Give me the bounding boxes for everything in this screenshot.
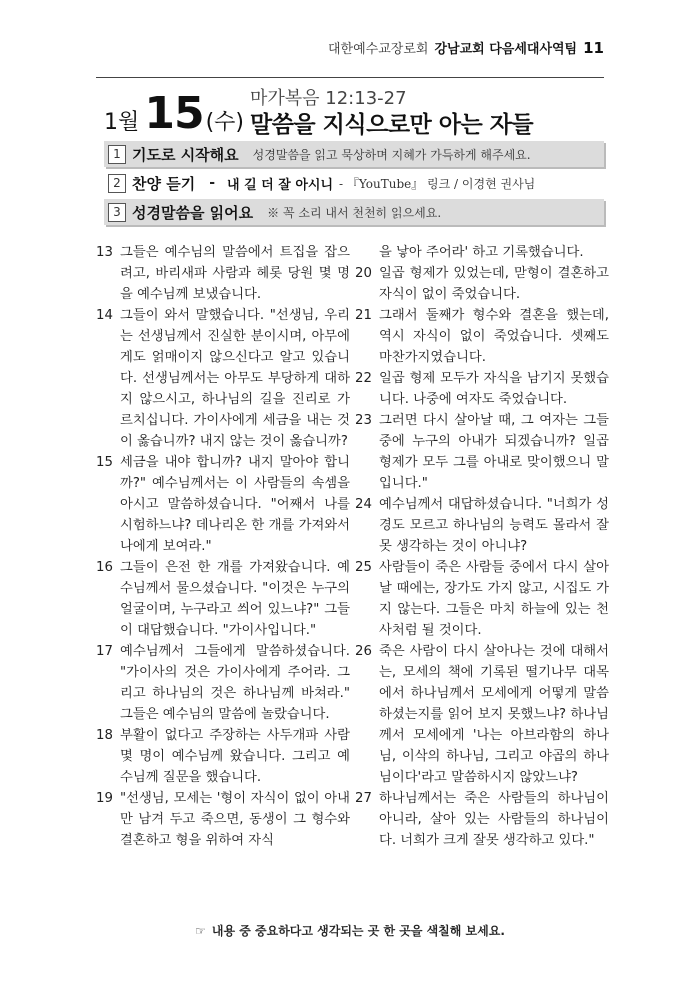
verse-19 <box>96 788 350 851</box>
verse-number: 20 <box>355 266 372 281</box>
verse-number: 17 <box>96 644 113 659</box>
verse-text: 예수님께서 대답하셨습니다. "너희가 성경도 모르고 하나님의 능력도 몰라서 잘못 생각하는 것이 아니냐? <box>379 497 609 554</box>
verse-number: 22 <box>355 371 372 386</box>
verse-number: 25 <box>355 560 372 575</box>
footer-text: 내용 중 중요하다고 생각되는 곳 한 곳을 색칠해 보세요. <box>211 924 505 938</box>
step-number: 2 <box>108 174 126 193</box>
verse-number: 24 <box>355 497 372 512</box>
verse-text: "선생님, 모세는 '형이 자식이 없이 아내만 남겨 두고 죽으면, 동생이 그 형수와 결혼하고 형을 위하여 자식 <box>120 791 350 848</box>
step-dash: - <box>209 175 215 191</box>
passage-reference: 마가복음 12:13-27 <box>250 88 407 109</box>
step-title: 기도로 시작해요 <box>132 145 239 164</box>
verse-text: 그들이 와서 말했습니다. "선생님, 우리는 선생님께서 진실한 분이시며, 아무에게도 얽매이지 않으신다고 알고 있습니다. 선생님께서는 아무도 부당하게 대하지 않으시고, 하나님의 길을 진리로 가르치십니다. 가이사에게 세금을 내는 것이 옳습니까? 내지 않는 것이 옳습니까? <box>120 308 350 449</box>
verse-text: 그들은 예수님의 말씀에서 트집을 잡으려고, 바리새파 사람과 헤롯 당원 몇 명을 예수님께 보냈습니다. <box>120 245 350 302</box>
verse-24 <box>355 494 609 557</box>
left-column <box>96 242 350 851</box>
step-number: 3 <box>108 203 126 222</box>
header-rule <box>96 77 604 78</box>
verse-text: 사람들이 죽은 사람들 중에서 다시 살아날 때에는, 장가도 가지 않고, 시집도 가지 않는다. 그들은 마치 하늘에 있는 천사처럼 될 것이다. <box>379 560 609 638</box>
step-note: 성경말씀을 읽고 묵상하며 지혜가 가득하게 해주세요. <box>252 147 531 162</box>
verse-number: 23 <box>355 413 372 428</box>
step-title: 성경말씀을 읽어요 <box>132 203 254 222</box>
verse-15 <box>96 452 350 557</box>
page-number: 11 <box>583 39 604 57</box>
step-note: ※ 꼭 소리 내서 천천히 읽으세요. <box>267 205 442 220</box>
verse-text: 부활이 없다고 주장하는 사두개파 사람 몇 명이 예수님께 왔습니다. 그리고 예수님께 질문을 했습니다. <box>120 728 350 785</box>
date-month: 1월 <box>104 110 140 135</box>
step-title: 찬양 듣기 <box>132 174 196 193</box>
verse-text: 그러면 다시 살아날 때, 그 여자는 그들 중에 누구의 아내가 되겠습니까? 일곱 형제가 모두 그를 아내로 맞이했으니 말입니다." <box>379 413 609 491</box>
footer-instruction <box>0 922 700 939</box>
verse-number: 18 <box>96 728 113 743</box>
verse-number: 14 <box>96 308 113 323</box>
verse-21 <box>355 305 609 368</box>
verse-22 <box>355 368 609 410</box>
verse-16 <box>96 557 350 641</box>
right-column <box>355 242 609 851</box>
church-name: 강남교회 다음세대사역팀 <box>434 42 578 57</box>
step-number: 1 <box>108 145 126 164</box>
song-title: 내 길 더 잘 아시니 <box>227 177 334 193</box>
denomination: 대한예수교장로회 <box>327 42 429 57</box>
step-pray <box>104 141 604 167</box>
page-header <box>0 38 604 57</box>
verse-text: 죽은 사람이 다시 살아나는 것에 대해서는, 모세의 책에 기록된 떨기나무 대목에서 하나님께서 모세에게 어떻게 말씀하셨는지를 읽어 보지 못했느냐? 하나님께서 모세에게 '나는 아브라함의 하나님, 이삭의 하나님, 그리고 야곱의 하나님이다'라고 말씀하시지 않았느냐? <box>379 644 609 785</box>
step-listen <box>104 170 535 196</box>
verse-number: 19 <box>96 791 113 806</box>
verse-text: 예수님께서 그들에게 말씀하셨습니다. "가이사의 것은 가이사에게 주어라. 그리고 하나님의 것은 하나님께 바쳐라." 그들은 예수님의 말씀에 놀랐습니다. <box>120 644 350 722</box>
verse-text: 일곱 형제가 있었는데, 맏형이 결혼하고 자식이 없이 죽었습니다. <box>379 266 609 302</box>
date-block <box>104 88 244 139</box>
verse-19-continued: 을 낳아 주어라' 하고 기록했습니다. <box>379 245 584 260</box>
verse-23 <box>355 410 609 494</box>
pointing-hand-icon: ☞ <box>195 924 206 938</box>
verse-text: 그래서 둘째가 형수와 결혼을 했는데, 역시 자식이 없이 죽었습니다. 셋째도 마찬가지였습니다. <box>379 308 609 365</box>
verse-number: 27 <box>355 791 372 806</box>
verse-text: 세금을 내야 합니까? 내지 말아야 합니까?" 예수님께서는 이 사람들의 속셈을 아시고 말씀하셨습니다. "어째서 나를 시험하느냐? 데나리온 한 개를 가져와서 나에게 보여라." <box>120 455 350 554</box>
youtube-link[interactable]: - 『YouTube』 링크 / 이경현 권사님 <box>339 176 536 191</box>
verse-14 <box>96 305 350 452</box>
verse-26 <box>355 641 609 788</box>
verse-18 <box>96 725 350 788</box>
verse-17 <box>96 641 350 725</box>
verse-number: 15 <box>96 455 113 470</box>
step-read <box>104 199 604 225</box>
date-day: 15 <box>144 88 204 139</box>
verse-27 <box>355 788 609 851</box>
verse-25 <box>355 557 609 641</box>
verse-number: 16 <box>96 560 113 575</box>
verse-number: 26 <box>355 644 372 659</box>
verse-number: 21 <box>355 308 372 323</box>
date-weekday: (수) <box>205 110 244 135</box>
verse-text: 그들이 은전 한 개를 가져왔습니다. 예수님께서 물으셨습니다. "이것은 누구의 얼굴이며, 누구라고 씌어 있느냐?" 그들이 대답했습니다. "가이사입니다." <box>120 560 350 638</box>
verse-20 <box>355 263 609 305</box>
verse-text: 하나님께서는 죽은 사람들의 하나님이 아니라, 살아 있는 사람들의 하나님이다. 너희가 크게 잘못 생각하고 있다." <box>379 791 609 848</box>
verse-text: 일곱 형제 모두가 자식을 남기지 못했습니다. 나중에 여자도 죽었습니다. <box>379 371 609 407</box>
passage-title: 말씀을 지식으로만 아는 자들 <box>250 112 534 138</box>
verse-13 <box>96 242 350 305</box>
verse-number: 13 <box>96 245 113 260</box>
